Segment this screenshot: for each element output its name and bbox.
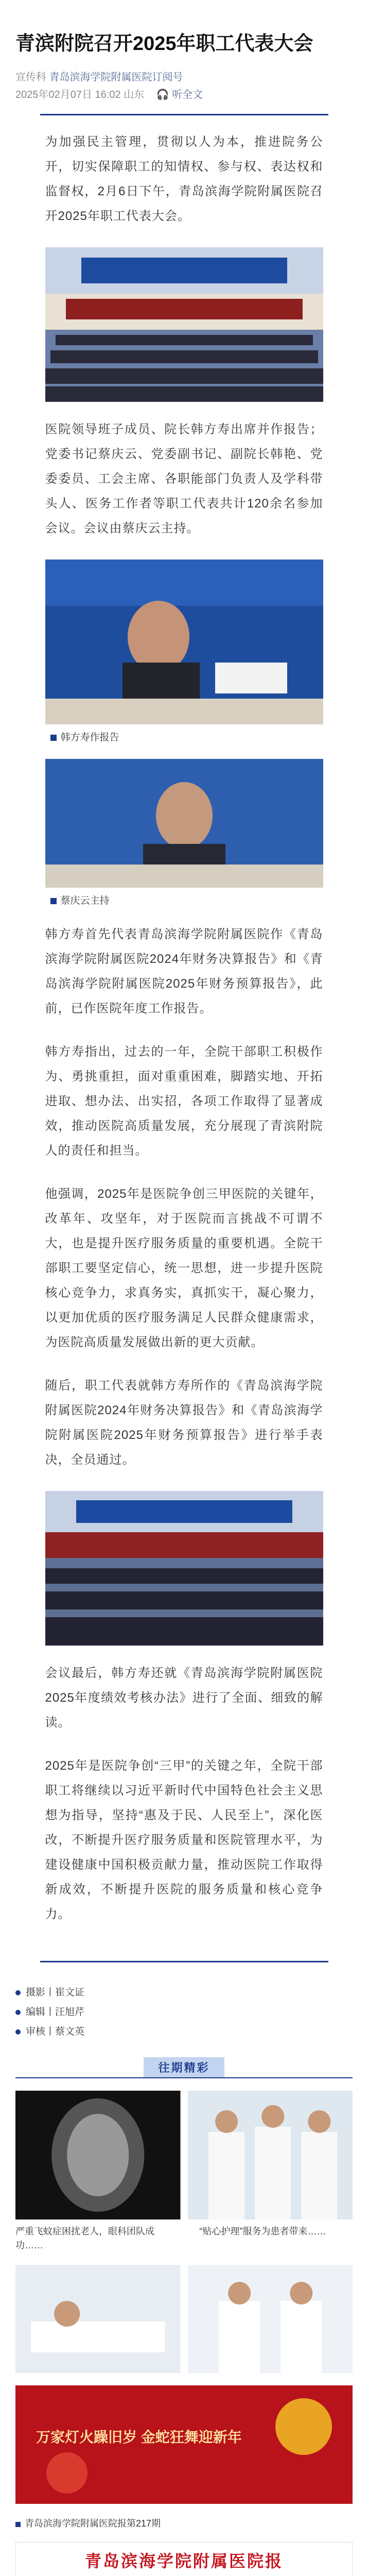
caption-1 [50, 730, 323, 743]
mri-image [15, 2091, 181, 2219]
article-meta [15, 69, 353, 104]
speaker-photo-2[interactable] [45, 759, 323, 888]
credits [15, 1983, 353, 2042]
article-title: 青滨附院召开2025年职工代表大会 [15, 33, 313, 55]
caption-marker [50, 898, 57, 904]
credit-photo-text: 摄影丨崔文证 [26, 1987, 85, 1998]
recommend-captions [0, 2219, 368, 2252]
voting-image [45, 1491, 323, 1646]
meeting-photo-1[interactable] [45, 247, 323, 402]
publish-location: 山东 [124, 89, 145, 101]
recommend-item-4[interactable] [188, 2265, 353, 2373]
caption-2 [50, 893, 323, 907]
speaker-image [45, 560, 323, 724]
paper-title: 青岛滨海学院附属医院报 [84, 2551, 283, 2570]
paragraph-8: 2025年是医院争创“三甲”的关键之年，全院干部职工将继续以习近平新时代中国特色社会主义思想为指导，坚持“惠及于民、人民至上”，深化医改，不断提升医疗服务质量和医院管理水平，为建设健康中国积极贡献力量，推动医院工作取得新成效，不断提升医院的服务质量和核心竞争力。 [45, 1759, 323, 1922]
caption-2-text: 蔡庆云主持 [60, 895, 110, 907]
listen-label: 听全文 [172, 89, 203, 101]
paragraph-6: 随后，职工代表就韩方寿所作的《青岛滨海学院附属医院2024年财务决算报告》和《青岛滨海学院附属医院2025年财务预算报告》进行举手表决，全员通过。 [45, 1379, 323, 1467]
paragraph-7: 会议最后，韩方寿还就《青岛滨海学院附属医院2025年度绩效考核办法》进行了全面、细致的解读。 [45, 1666, 323, 1730]
recommend-item-2[interactable] [188, 2091, 353, 2219]
listen-button[interactable] [156, 89, 203, 100]
recommend-tag: 往期精彩 [144, 2057, 224, 2077]
paragraph-2: 医院领导班子成员、院长韩方寿出席并作报告；党委书记蔡庆云、党委副书记、副院长韩艳、党委委员、工会主席、各职能部门负责人及学科带头人、医务工作者等职工代表共计120余名参加会议。会议由蔡庆云主持。 [45, 422, 323, 536]
credit-marker [15, 2010, 21, 2015]
new-year-banner[interactable] [15, 2385, 353, 2504]
speaker-photo-1[interactable] [45, 560, 323, 724]
article-header [0, 0, 368, 114]
meeting-photo-2[interactable] [45, 1491, 323, 1646]
recommend-heading [0, 2057, 368, 2077]
credit-photo [15, 1983, 353, 2003]
doctors-image [188, 2091, 353, 2219]
patient-image [15, 2265, 181, 2373]
meta-label: 宣传科 [15, 72, 46, 83]
paper-link[interactable] [15, 2516, 353, 2530]
paragraph-4: 韩方寿指出，过去的一年，全院干部职工积极作为、勇挑重担，面对重重困难，脚踏实地、开拓进取、想办法、出实招，各项工作取得了显著成效，推动医院高质量发展，充分展现了青滨附院人的责任和担当。 [45, 1045, 323, 1158]
nurses-image [188, 2265, 353, 2373]
paragraph-3: 韩方寿首先代表青岛滨海学院附属医院作《青岛滨海学院附属医院2024年财务决算报告》和《青岛滨海学院附属医院2025年财务预算报告》，此前，已作医院年度工作报告。 [45, 927, 323, 1016]
headphone-icon: 🎧 [156, 89, 169, 101]
credit-review [15, 2022, 353, 2042]
article-card [40, 114, 328, 1962]
credit-review-text: 审核丨蔡文英 [26, 2026, 85, 2038]
banner-text: 万家灯火躁旧岁 金蛇狂舞迎新年 [36, 2429, 242, 2446]
caption-marker [50, 735, 57, 741]
recommend-item-1[interactable] [15, 2091, 181, 2219]
paper-link-text: 青岛滨海学院附属医院报第217期 [25, 2518, 161, 2529]
credit-editor-text: 编辑丨汪旭芹 [26, 2007, 85, 2018]
credit-editor [15, 2003, 353, 2022]
recommend-caption-2[interactable]: “贴心护理”服务为患者带来…… [199, 2226, 326, 2237]
host-image [45, 759, 323, 888]
recommend-item-3[interactable] [15, 2265, 181, 2373]
meeting-hall-image [45, 247, 323, 402]
recommend-grid [0, 2078, 368, 2219]
recommend-grid-2 [0, 2252, 368, 2373]
credit-marker [15, 1990, 21, 1995]
recommend-caption-1[interactable]: 严重飞蚊症困扰老人，眼科团队成功…… [15, 2226, 154, 2251]
publish-datetime: 2025年02月07日 16:02 [15, 89, 121, 101]
caption-1-text: 韩方寿作报告 [60, 732, 119, 743]
paragraph-1: 为加强民主管理，贯彻以人为本，推进院务公开，切实保障职工的知情权、参与权、表达权和监督权，2月6日下午，青岛滨海学院附属医院召开2025年职工代表大会。 [45, 135, 323, 224]
paragraph-5: 他强调，2025年是医院争创三甲医院的关键年，改革年、攻坚年，对于医院而言挑战不可谓不大，也是提升医疗服务质量的重要机遇。全院干部职工要坚定信心，统一思想，进一步提升医院核心竞争力，求真务实，真抓实干，凝心聚力，以更加优质的医疗服务满足人民群众健康需求，为医院高质量发展做出新的更大贡献。 [45, 1187, 323, 1350]
newspaper-preview[interactable] [15, 2542, 353, 2576]
link-marker [15, 2522, 21, 2527]
paper-masthead [16, 2543, 352, 2576]
credit-marker [15, 2029, 21, 2035]
account-link[interactable]: 青岛滨海学院附属医院订阅号 [49, 72, 183, 83]
